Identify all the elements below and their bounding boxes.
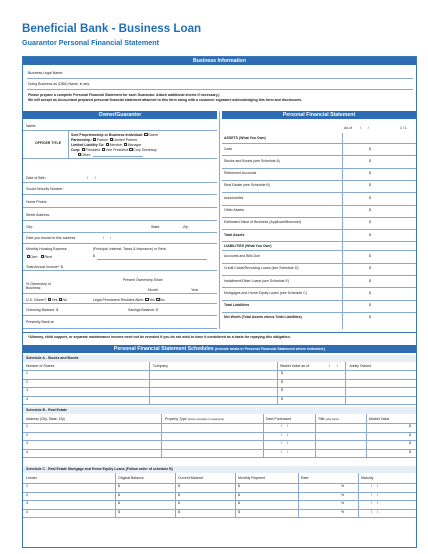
- schedule-c-row-dollar[interactable]: $: [178, 484, 180, 488]
- schedule-c-row-pct[interactable]: %: [341, 492, 345, 497]
- bank-at-label: Presently Bank at:: [26, 320, 55, 324]
- resident-alien-row: [93, 298, 165, 302]
- divider: [115, 473, 116, 517]
- schedule-a-row-dollar[interactable]: $: [281, 388, 283, 392]
- divider: [23, 387, 416, 388]
- dob-label: Date of Birth: [26, 176, 46, 180]
- present-ownership-label: Present Ownership Since:: [123, 278, 164, 282]
- business-info-heading: Business Information: [23, 57, 416, 65]
- schedule-b-row-date[interactable]: / /: [281, 424, 288, 428]
- schedule-c-row-maturity[interactable]: / /: [371, 501, 378, 505]
- asset-amount-2[interactable]: $: [369, 171, 371, 176]
- divider: [235, 473, 236, 517]
- dob-slashes[interactable]: / /: [87, 176, 96, 180]
- divider: [222, 263, 416, 264]
- other-row: [77, 153, 91, 157]
- schedule-a-title: Schedule A - Stocks and Bonds: [26, 356, 79, 360]
- divider: [222, 241, 416, 242]
- owner-heading: Owner/Guarantor: [23, 111, 217, 119]
- schedule-c-row-pct[interactable]: %: [341, 484, 345, 488]
- asset-amount-0[interactable]: $: [369, 146, 371, 151]
- schedule-c-row-dollar[interactable]: $: [118, 484, 120, 488]
- ownership-field[interactable]: [23, 293, 217, 294]
- notice-line-1: Please prepare a complete Personal Financial Statement for each Guarantor. Attach additional sheets if necessary.): [28, 93, 220, 97]
- schedule-c-row-dollar[interactable]: $: [178, 501, 180, 505]
- form-title: Beneficial Bank - Business Loan: [22, 22, 202, 35]
- corp-row: [71, 148, 157, 152]
- own-rent-row: [26, 255, 52, 259]
- year-label: Year: [191, 288, 199, 292]
- city-label: City:: [26, 225, 33, 229]
- schedule-c-col-maturity: Maturity: [361, 476, 374, 480]
- other-option-label: Other:: [81, 152, 91, 157]
- schedule-a-row-number: 3: [26, 388, 28, 392]
- citizen-no-label: No: [62, 297, 67, 302]
- schedule-b-row-number: 1: [26, 424, 28, 428]
- divider: [222, 250, 416, 251]
- divider: [222, 312, 416, 313]
- schedule-a-row-dollar[interactable]: $: [281, 396, 283, 401]
- divider: [366, 414, 367, 457]
- schedule-c-row-dollar[interactable]: $: [238, 501, 240, 505]
- schedule-b-col-address: Address (City, State, Zip): [26, 417, 65, 421]
- schedule-b-row-number: 4: [26, 449, 28, 454]
- schedule-c-row-dollar[interactable]: $: [118, 509, 120, 514]
- ssn-label: Social Security Number:: [26, 187, 64, 191]
- asset-label-0: Cash: [224, 146, 233, 151]
- alien-no-label: No: [160, 297, 165, 302]
- schedule-b-row-dollar[interactable]: $: [409, 424, 411, 428]
- schedule-b-col-type-note: (owner occupied or investment): [187, 418, 224, 421]
- business-legal-name-field[interactable]: [27, 78, 413, 79]
- schedule-b-col-value: Market Value: [369, 417, 390, 421]
- sole-prop-row: [71, 133, 158, 137]
- divider: [222, 287, 416, 288]
- asset-label-2: Retirement Accounts: [224, 171, 257, 176]
- schedule-b-row-date[interactable]: / /: [281, 449, 288, 454]
- schedule-b-row-dollar[interactable]: $: [409, 432, 411, 437]
- asset-label-5: Other Assets: [224, 208, 245, 212]
- schedules-heading-note: (Include totals in Personal Financial Statement where indicated.): [215, 347, 326, 351]
- schedule-b-row-date[interactable]: / /: [281, 441, 288, 445]
- bank-at-field[interactable]: [23, 328, 217, 329]
- schedule-b-row-number: 2: [26, 432, 28, 437]
- pct-ownership-label: % Ownership of Business:: [26, 282, 51, 291]
- schedule-a-col-jointly: Jointly Owned: [349, 364, 371, 368]
- liability-amount-3[interactable]: $: [369, 290, 371, 295]
- divider: [277, 362, 278, 404]
- schedule-a-header: [23, 355, 416, 362]
- income-label: Total Annual Income*: $: [26, 265, 63, 269]
- form-subtitle: Guarantor Personal Financial Statement: [22, 38, 159, 47]
- schedule-c-row-dollar[interactable]: $: [178, 492, 180, 497]
- schedule-b-row-number: 3: [26, 441, 28, 445]
- llc-label: Limited Liability Co:: [71, 142, 105, 147]
- divider: [222, 192, 416, 193]
- schedule-c-col-original: Original Balance: [118, 476, 144, 480]
- asset-amount-5[interactable]: $: [369, 208, 371, 212]
- savings-label: Savings Balance: $: [128, 308, 158, 312]
- street-label: Street Address:: [26, 213, 50, 217]
- liability-label-0: Accounts and Bills Due: [224, 253, 260, 258]
- home-phone-field[interactable]: [23, 207, 217, 208]
- schedule-b-col-type-label: Property Type: [165, 417, 187, 421]
- form-page: [22, 56, 417, 548]
- asset-label-7: Total Assets: [224, 232, 245, 237]
- owner-option-label: Owner: [148, 132, 159, 137]
- divider: [23, 432, 416, 433]
- dba-label: Doing Business as (DBA) Name, in any:: [28, 82, 91, 86]
- as-of-label: As of: [344, 126, 352, 130]
- home-phone-label: Home Phone:: [26, 200, 48, 204]
- corp-label: Corp:: [71, 147, 81, 152]
- liability-amount-1[interactable]: $: [369, 266, 371, 271]
- divider: [222, 205, 416, 206]
- housing-label: Monthly Housing Expense: [26, 247, 67, 251]
- asset-label-6: Estimated Value of Business (Applicant/Borrower): [224, 220, 302, 225]
- divider: [222, 168, 416, 169]
- divider: [23, 449, 416, 450]
- schedule-b-col-date: Date Purchased: [266, 417, 292, 421]
- schedule-b-row-date[interactable]: / /: [281, 432, 288, 437]
- date-moved-field[interactable]: [23, 243, 217, 244]
- schedule-a-row-dollar[interactable]: $: [281, 371, 283, 375]
- schedule-b-col-type: [165, 418, 224, 422]
- schedule-b-col-title-label: Title: [318, 417, 325, 421]
- city-state-zip-field[interactable]: [23, 232, 217, 233]
- date-moved-slashes[interactable]: / /: [103, 236, 111, 240]
- schedule-c-row-dollar[interactable]: $: [238, 509, 240, 514]
- income-field[interactable]: [23, 270, 217, 271]
- divider: [222, 275, 416, 276]
- piti-label: (Principal, Interest, Taxes & Insurance) or Rent:: [93, 247, 167, 251]
- divider: [23, 457, 416, 458]
- divider: [315, 414, 316, 457]
- other-field[interactable]: [93, 156, 143, 157]
- schedule-b-col-title: [318, 418, 339, 422]
- liabilities-heading: LIABILITIES (What You Owe): [224, 244, 272, 249]
- business-legal-name-label: Business Legal Name:: [28, 71, 64, 75]
- divider: [23, 404, 416, 405]
- schedule-c-row-number: 2: [26, 492, 28, 497]
- partner-option-label: Partner: [96, 137, 109, 142]
- name-label: Name:: [26, 124, 37, 128]
- divider: [219, 111, 220, 329]
- llc-row: [71, 143, 141, 147]
- housing-field[interactable]: [97, 259, 207, 260]
- schedule-c-col-current: Current Balance: [178, 476, 204, 480]
- schedule-c-row-maturity[interactable]: / /: [371, 484, 378, 488]
- resident-alien-label: Legal Permanent Resident Alien:: [93, 297, 144, 302]
- form-header: [22, 22, 201, 47]
- schedule-c-row-number: 3: [26, 501, 28, 505]
- schedules-heading-title: Personal Financial Statement Schedules: [113, 346, 214, 352]
- divider: [222, 229, 416, 230]
- divider: [23, 158, 217, 159]
- liability-label-2: Installment/Other Loans (see Schedule E): [224, 278, 289, 283]
- divider: [23, 379, 416, 380]
- divider: [298, 473, 299, 517]
- partnership-label: Partnership:: [71, 137, 92, 142]
- name-field[interactable]: [23, 130, 217, 131]
- schedules-heading: [23, 345, 416, 353]
- date-moved-label: Date you moved to this address: [26, 236, 76, 240]
- schedule-a-date[interactable]: / /: [329, 364, 338, 368]
- divider: [358, 473, 359, 517]
- divider: [23, 303, 217, 304]
- citizen-yes-label: Yes: [51, 297, 58, 302]
- schedule-c-row-maturity[interactable]: / /: [371, 492, 378, 497]
- schedule-c-row-pct[interactable]: %: [341, 501, 345, 505]
- partnership-row: [71, 138, 137, 142]
- rent-option-label: Rent: [44, 254, 52, 259]
- schedule-c-row-dollar[interactable]: $: [178, 509, 180, 514]
- sole-prop-label: Sole Proprietorship or Business Individual:: [71, 132, 143, 137]
- liability-label-4: Total Liabilities: [224, 303, 250, 308]
- schedule-a-col-market: Market Value as of:: [280, 364, 310, 368]
- manager-option-label: Manager: [127, 142, 142, 147]
- schedule-a-col-company: Company: [153, 364, 168, 368]
- schedule-c-col-lender: Lender: [26, 476, 37, 480]
- asset-amount-7[interactable]: $: [369, 232, 371, 237]
- schedule-b-row-dollar[interactable]: $: [409, 441, 411, 445]
- divider: [23, 517, 416, 518]
- schedule-c-row-maturity[interactable]: / /: [371, 509, 378, 514]
- schedule-b-title: Schedule B - Real Estate: [26, 408, 68, 412]
- schedule-b-header: [23, 407, 416, 414]
- schedule-c-row-dollar[interactable]: $: [118, 492, 120, 497]
- divider: [161, 414, 162, 457]
- alimony-note: *Alimony, child support, or separate maintenance income need not be revealed if you do not wish to have it considered as a basis for repaying this obligation.: [28, 335, 291, 339]
- liability-amount-0[interactable]: $: [369, 253, 371, 258]
- president-option-label: President: [85, 147, 101, 152]
- divider: [345, 362, 346, 404]
- schedule-c-col-rate: Rate: [301, 476, 309, 480]
- divider: [23, 370, 416, 371]
- divider: [222, 155, 416, 156]
- liability-label-5: Net Worth (Total Assets minus Total Liabilities): [224, 315, 302, 320]
- liability-amount-5[interactable]: $: [369, 315, 371, 320]
- officer-divider: [68, 130, 69, 158]
- zip-label: Zip:: [183, 225, 189, 229]
- liability-label-1: Credit Cards/Revolving Loans (see Schedule D): [224, 266, 299, 271]
- divider: [23, 396, 416, 397]
- as-of-date[interactable]: / /: [360, 126, 369, 130]
- state-label: State:: [151, 225, 161, 229]
- schedule-a-col-shares: Number of Shares: [26, 364, 55, 368]
- citizen-row: [26, 298, 67, 302]
- schedule-c-row-pct[interactable]: %: [341, 509, 345, 514]
- asset-amount-3[interactable]: $: [369, 183, 371, 188]
- liability-amount-2[interactable]: $: [369, 278, 371, 283]
- divider: [23, 332, 416, 333]
- divider: [222, 300, 416, 301]
- asset-amount-1[interactable]: $: [369, 158, 371, 163]
- divider: [23, 440, 416, 441]
- balances-field[interactable]: [23, 315, 217, 316]
- limited-partner-option-label: Limited Partner: [113, 137, 138, 142]
- schedule-c-row-dollar[interactable]: $: [238, 492, 240, 497]
- schedule-a-row-number: 2: [26, 379, 28, 384]
- checking-label: Checking Balance: $: [26, 308, 59, 312]
- schedule-a-row-number: 4: [26, 396, 28, 401]
- street-field[interactable]: [23, 220, 217, 221]
- divider: [149, 362, 150, 404]
- dob-field[interactable]: [23, 182, 217, 183]
- asset-label-4: Automobiles: [224, 195, 244, 200]
- divider: [222, 180, 416, 181]
- schedule-a-row-number: 1: [26, 371, 28, 375]
- notice-line-2: We will accept an Accountant prepared personal financial statement attached to this form along with a customer signature acknowledging this form and disclosures.: [28, 98, 303, 102]
- divider: [222, 143, 416, 144]
- asset-amount-4[interactable]: $: [369, 195, 371, 200]
- dba-field[interactable]: [27, 89, 413, 90]
- member-option-label: Member: [109, 142, 123, 147]
- schedule-c-row-dollar[interactable]: $: [238, 484, 240, 488]
- assets-heading: ASSETS (What You Own): [224, 136, 266, 140]
- month-label: Month: [148, 288, 158, 292]
- schedule-c-row-dollar[interactable]: $: [118, 501, 120, 505]
- schedule-a-row-dollar[interactable]: $: [281, 379, 283, 384]
- officer-title-label: OFFICER TITLE: [34, 141, 62, 145]
- alien-yes-label: Yes: [149, 297, 155, 302]
- asset-label-3: Real Estate (see Schedule B): [224, 183, 270, 188]
- schedule-c-row-number: 4: [26, 509, 28, 514]
- own-option-label: Own: [30, 254, 38, 259]
- schedule-b-row-dollar[interactable]: $: [409, 449, 411, 454]
- vice-president-option-label: Vice President: [105, 147, 128, 152]
- divider: [23, 423, 416, 424]
- asset-label-1: Stocks and Bonds (see Schedule A): [224, 158, 280, 163]
- asset-amount-6[interactable]: $: [369, 220, 371, 225]
- schedule-b-col-title-note: (who owns): [325, 418, 339, 421]
- pfs-heading: Personal Financial Statement: [222, 111, 416, 119]
- liability-amount-4[interactable]: $: [369, 303, 371, 308]
- page-counter: 1 / 1: [400, 126, 407, 130]
- housing-dollar: $: [93, 254, 95, 258]
- divider: [175, 473, 176, 517]
- schedule-c-col-payment: Monthly Payment: [238, 476, 266, 480]
- schedule-c-title: Schedule C - Real Estate Mortgage and Home Equity Loans (Follow order of schedule B): [26, 467, 173, 471]
- ssn-field[interactable]: [23, 194, 217, 195]
- citizen-label: U.S. Citizen?: [26, 297, 47, 302]
- corp-secretary-option-label: Corp Secretary: [133, 147, 157, 152]
- liability-label-3: Mortgages and Home Equity Loans (see Schedule C): [224, 290, 307, 295]
- divider: [222, 217, 416, 218]
- schedule-c-row-number: 1: [26, 484, 28, 488]
- divider: [263, 414, 264, 457]
